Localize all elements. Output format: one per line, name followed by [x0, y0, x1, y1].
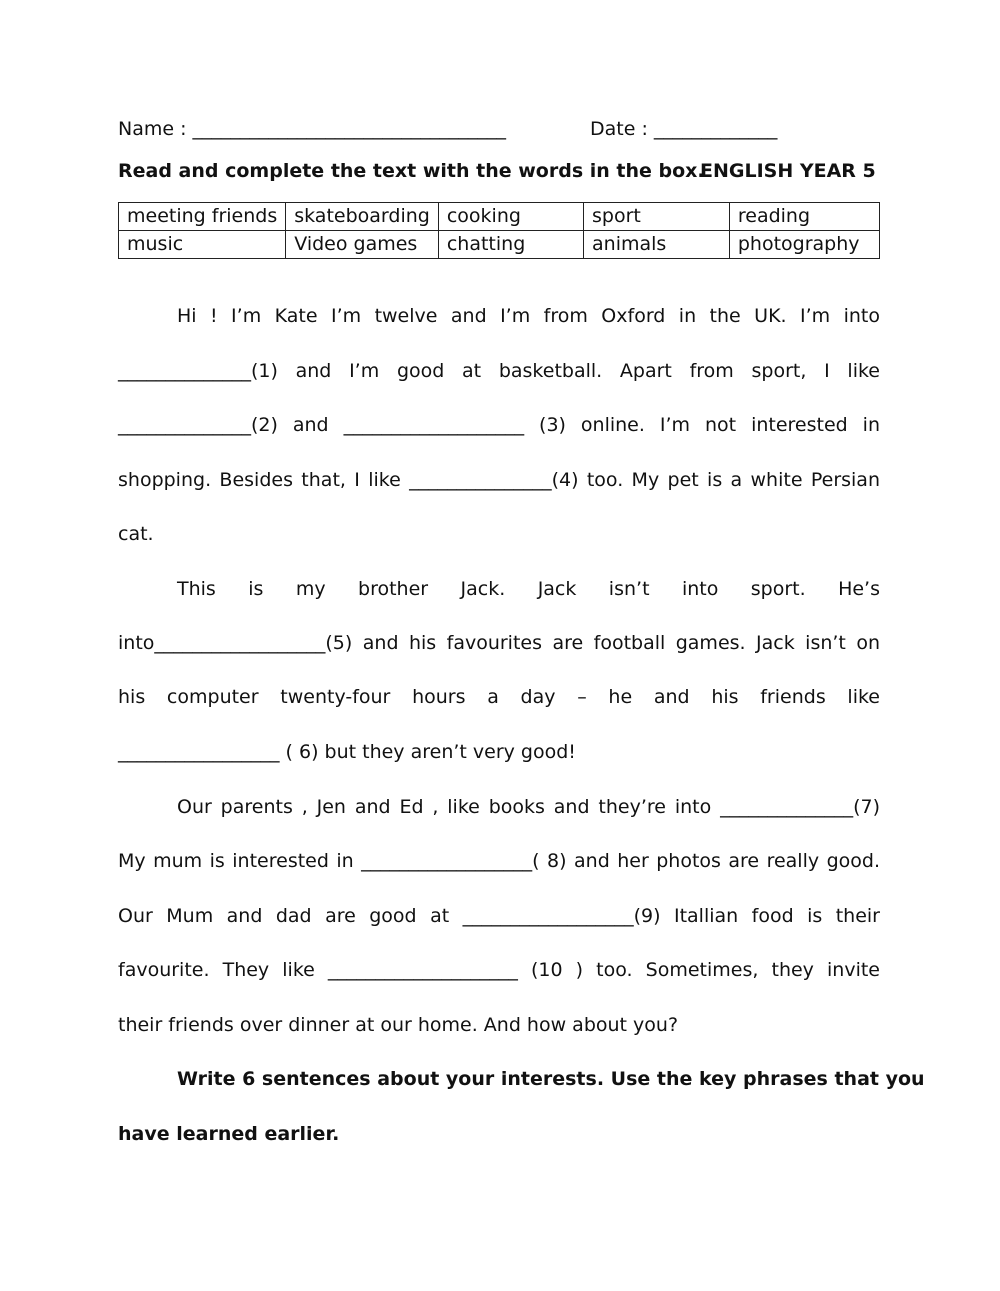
word-cell: music: [119, 231, 286, 259]
passage-line: cat.: [118, 523, 154, 545]
writing-task-cont: have learned earlier.: [118, 1123, 340, 1145]
writing-task: Write 6 sentences about your interests. Use the key phrases that you: [177, 1068, 925, 1090]
word-cell: meeting friends: [119, 203, 286, 231]
passage-line: their friends over dinner at our home. And how about you?: [118, 1014, 679, 1036]
date-field[interactable]: Date : _____________: [590, 118, 778, 140]
name-field[interactable]: Name : _________________________________: [118, 118, 507, 140]
header-row: [118, 118, 880, 140]
passage-line-blank-5[interactable]: into__________________(5) and his favourites are football games. Jack isn’t on: [118, 632, 880, 654]
word-cell: skateboarding: [286, 203, 439, 231]
passage-line-blank-1[interactable]: ______________(1) and I’m good at basketball. Apart from sport, I like: [118, 360, 880, 382]
word-cell: animals: [584, 231, 730, 259]
passage-line-blank-2-3[interactable]: ______________(2) and ___________________ (3) online. I’m not interested in: [118, 414, 880, 436]
word-cell: sport: [584, 203, 730, 231]
instruction-text: Read and complete the text with the words in the box.: [118, 160, 705, 182]
word-cell: cooking: [438, 203, 583, 231]
passage-line: This is my brother Jack. Jack isn’t into sport. He’s: [177, 578, 880, 600]
word-cell: Video games: [286, 231, 439, 259]
passage-line-blank-9[interactable]: Our Mum and dad are good at __________________(9) Itallian food is their: [118, 905, 880, 927]
passage-line: his computer twenty-four hours a day – he and his friends like: [118, 686, 880, 708]
passage-line-blank-4[interactable]: shopping. Besides that, I like _______________(4) too. My pet is a white Persian: [118, 469, 880, 491]
instruction-row: [118, 160, 880, 182]
passage-line-blank-7[interactable]: Our parents , Jen and Ed , like books and they’re into ______________(7): [177, 796, 880, 818]
word-cell: photography: [729, 231, 879, 259]
word-box-row: [119, 231, 880, 259]
passage-line-blank-10[interactable]: favourite. They like ____________________ (10 ) too. Sometimes, they invite: [118, 959, 880, 981]
word-box: [118, 202, 880, 259]
passage-line-blank-8[interactable]: My mum is interested in __________________( 8) and her photos are really good.: [118, 850, 880, 872]
passage-line-blank-6[interactable]: _________________ ( 6) but they aren’t very good!: [118, 741, 576, 763]
course-level: ENGLISH YEAR 5: [700, 160, 876, 182]
word-cell: reading: [729, 203, 879, 231]
word-cell: chatting: [438, 231, 583, 259]
passage-line: Hi ! I’m Kate I’m twelve and I’m from Oxford in the UK. I’m into: [177, 305, 880, 327]
word-box-row: [119, 203, 880, 231]
